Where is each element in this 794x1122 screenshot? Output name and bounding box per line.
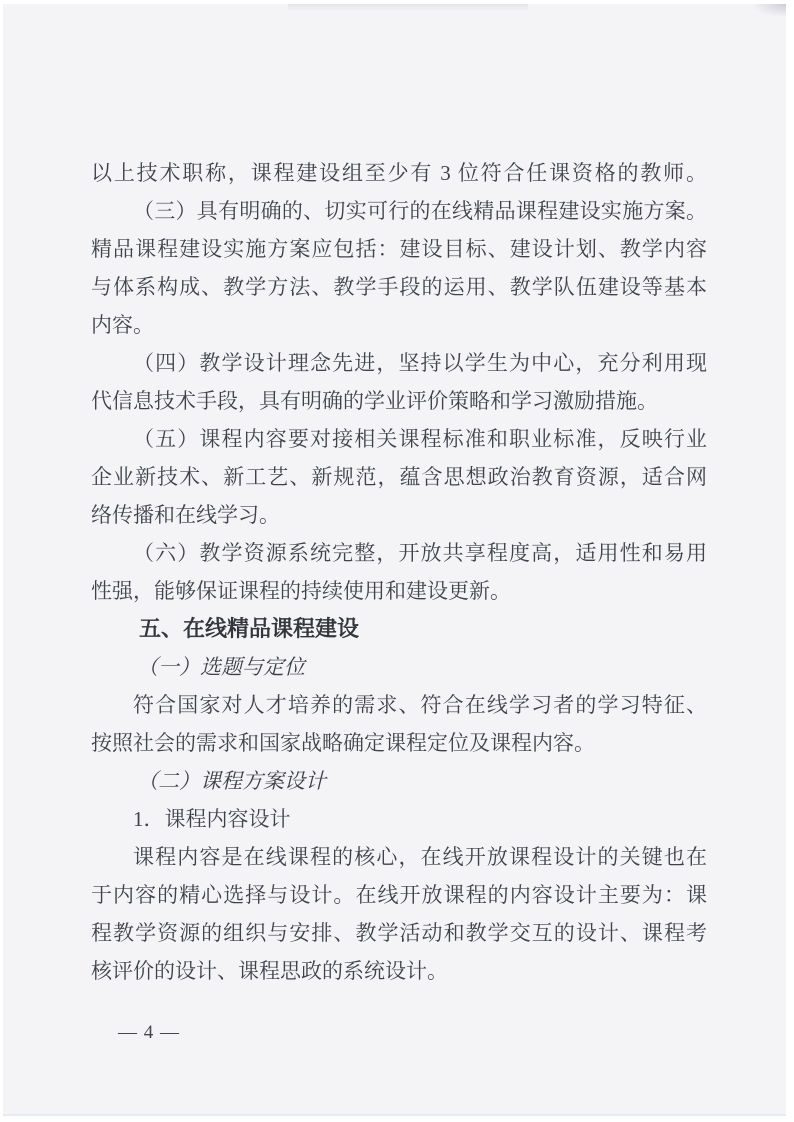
page-number: — 4 — [118,1022,180,1043]
page-corner-artifact [752,4,786,17]
text-line: 代信息技术手段，具有明确的学业评价策略和学习激励措施。 [91,389,658,413]
text-line: 与体系构成、教学方法、教学手段的运用、教学队伍建设等基本 [91,275,707,299]
paragraph [91,762,707,800]
paragraph [91,610,707,648]
paragraph [91,800,707,838]
text-line: 以上技术职称，课程建设组至少有 3 位符合任课资格的教师。 [91,161,707,185]
text-line: 课程内容是在线课程的核心，在线开放课程设计的关键也在 [133,845,707,869]
text-line: 于内容的精心选择与设计。在线开放课程的内容设计主要为：课 [91,883,707,907]
scan-artifact [288,4,528,11]
text-line: 程教学资源的组织与安排、教学活动和教学交互的设计、课程考 [91,921,707,945]
paragraph [91,648,707,686]
text-line: 性强，能够保证课程的持续使用和建设更新。 [91,579,511,603]
paragraph [91,838,707,990]
text-line: （四）教学设计理念先进，坚持以学生为中心，充分利用现 [133,351,707,375]
paragraph [91,192,707,344]
text-line: 络传播和在线学习。 [91,503,280,527]
text-line: 企业新技术、新工艺、新规范，蕴含思想政治教育资源，适合网 [91,465,707,489]
text-line: 符合国家对人才培养的需求、符合在线学习者的学习特征、 [133,693,707,717]
paragraph [91,686,707,762]
paragraph [91,534,707,610]
text-line: 1．课程内容设计 [133,807,291,831]
text-line: （三）具有明确的、切实可行的在线精品课程建设实施方案。 [133,199,707,223]
text-line: 核评价的设计、课程思政的系统设计。 [91,959,448,983]
text-line: 五、在线精品课程建设 [139,616,360,641]
paragraph [91,154,707,192]
paragraph [91,420,707,534]
text-line: （六）教学资源系统完整，开放共享程度高，适用性和易用 [133,541,707,565]
paragraph [91,344,707,420]
text-line: 内容。 [91,313,154,337]
page [3,4,786,1116]
text-line: 按照社会的需求和国家战略确定课程定位及课程内容。 [91,731,595,755]
text-line: （一）选题与定位 [137,655,305,679]
text-line: （五）课程内容要对接相关课程标准和职业标准，反映行业 [133,427,707,451]
text-line: （二）课程方案设计 [137,769,326,793]
document-body [91,154,707,990]
text-line: 精品课程建设实施方案应包括：建设目标、建设计划、教学内容 [91,237,707,261]
